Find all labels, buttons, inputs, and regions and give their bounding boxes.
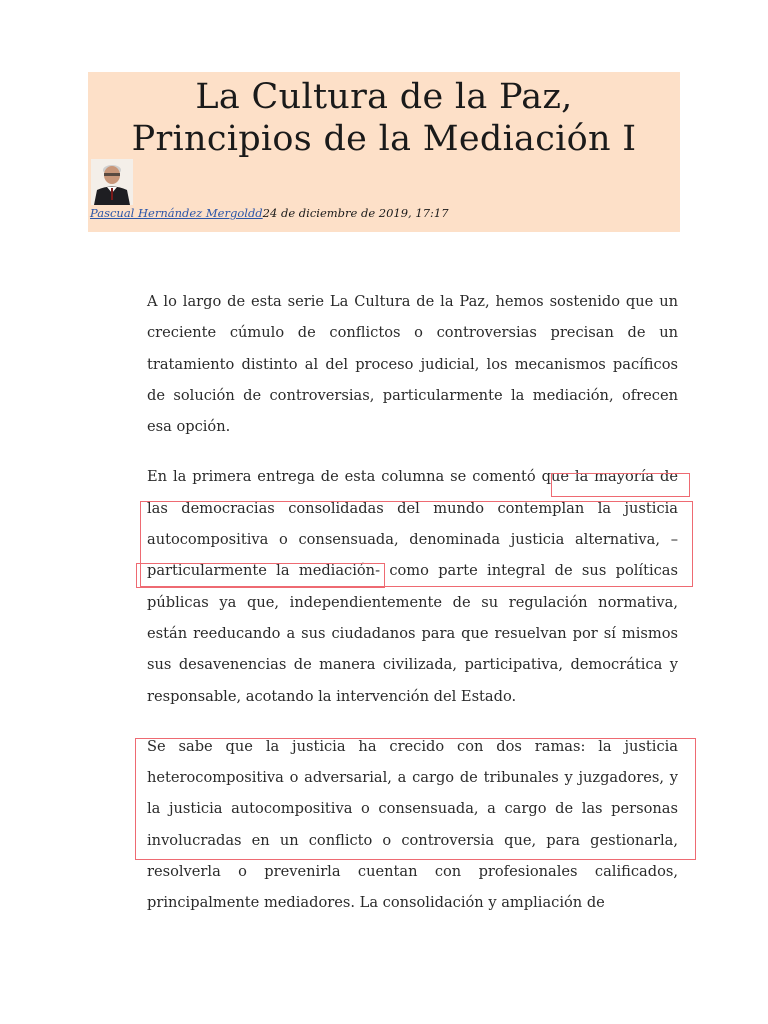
- paragraph-3: Se sabe que la justicia ha crecido con dos ramas: la justicia heterocompositiva o adversarial, a cargo de tribunales y juzgadores, y la justicia autocompositiva o consensuada, a cargo de las personas involucradas en un conflicto o controversia que, para gestionarla, resolverla o prevenirla cuentan con profesionales calificados, principalmente mediadores. La consolidación y ampliación de: [147, 737, 678, 912]
- highlight-box-3: [136, 563, 385, 588]
- publish-date: 24 de diciembre de 2019, 17:17: [262, 206, 449, 220]
- highlight-box-1: [551, 473, 690, 497]
- paragraph-1: A lo largo de esta serie La Cultura de la Paz, hemos sostenido que un creciente cúmulo de conflictos o controversias precisan de un tratamiento distinto al del proceso judicial, los mecanismos pacíficos de solución de controversias, particularmente la mediación, ofrecen esa opción.: [147, 293, 678, 436]
- title-line-1: La Cultura de la Paz,: [195, 77, 573, 117]
- highlight-box-4: [135, 738, 696, 860]
- paragraph-2: En la primera entrega de esta columna se comentó que la mayoría de las democracias consolidadas del mundo contemplan la justicia autocompositiva o consensuada, denominada justicia alternativa, –particularmente la mediación- como parte integral de sus políticas públicas ya que, independientemente de su regulación normativa, están reeducando a sus ciudadanos para que resuelvan por sí mismos sus desavenencias de manera civilizada, participativa, democrática y responsable, acotando la intervención del Estado.: [147, 468, 678, 705]
- author-avatar-icon[interactable]: [91, 159, 133, 205]
- title-line-2: Principios de la Mediación I: [131, 119, 637, 159]
- article-title: [88, 76, 680, 160]
- article-header: [88, 72, 680, 232]
- author-link[interactable]: Pascual Hernández Mergoldd: [90, 206, 263, 220]
- byline: [90, 206, 449, 220]
